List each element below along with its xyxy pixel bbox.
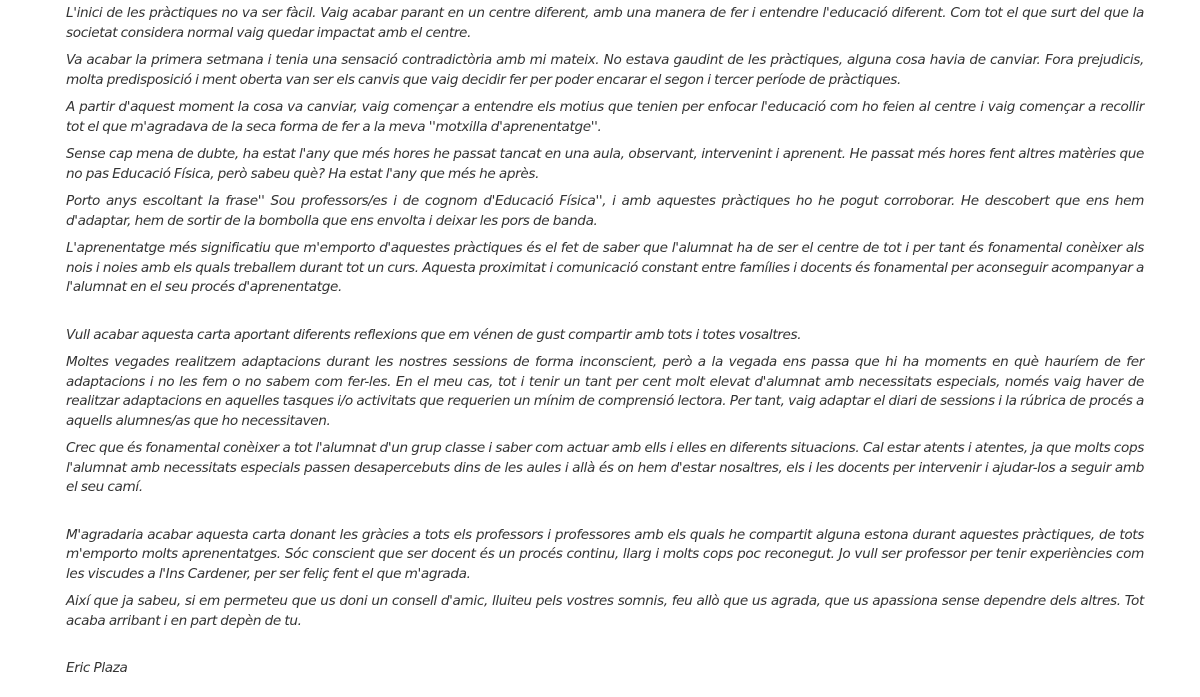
paragraph-thanks: M'agradaria acabar aquesta carta donant les gràcies a tots els professors i professores amb els quals he compartit alguna estona durant aquestes pràctiques, de tots m'emporto molts aprenentatges. Sóc conscient que ser docent és un procés continu, llarg i molts cops poc reconegut. Jo vull ser professor per tenir experiències com les viscudes a l'Ins Cardener, per ser feliç fent el que m'agrada.	[66, 526, 1144, 582]
paragraph-first-week: Va acabar la primera setmana i tenia una sensació contradictòria amb mi mateix. No estava gaudint de les pràctiques, alguna cosa havia de canviar. Fora prejudicis, molta predisposició i ment oberta van ser els canvis que vaig decidir fer per poder encarar el segon i tercer període de pràctiques.	[66, 52, 1144, 88]
letter-body	[66, 4, 1144, 687]
paragraph-reflections-intro: Vull acabar aquesta carta aportant diferents reflexions que em vénen de gust compartir amb tots i totes vosaltres.	[66, 326, 802, 343]
paragraph-special-needs: Crec que és fonamental conèixer a tot l'alumnat d'un grup classe i saber com actuar amb ells i elles en diferents situacions. Cal estar atents i atentes, ja que molts cops l'alumnat amb necessitats especials passen desapercebuts dins de les aules i allà és on hem d'estar nosaltres, els i les docents per intervenir i ajudar-los a seguir amb el seu camí.	[66, 440, 1144, 495]
paragraph-learning: L'aprenentatge més significatiu que m'emporto d'aquestes pràctiques és el fet de saber que l'alumnat ha de ser el centre de tot i per tant és fonamental conèixer als nois i noies amb els quals treballem durant tot un curs. Aquesta proximitat i comunicació constant entre famílies i docents és fonamental per aconseguir acompanyar a l'alumnat en el seu procés d'aprenentatge.	[66, 240, 1144, 295]
paragraph-adaptations: Moltes vegades realitzem adaptacions durant les nostres sessions de forma inconscient, però a la vegada ens passa que hi ha moments en què hauríem de fer adaptacions i no les fem o no sabem com fer-les. En el meu cas, tot i tenir un tant per cent molt elevat d'alumnat amb necessitats especials, només vaig haver de realitzar adaptacions en aquelles tasques i/o activitats que requerien un mínim de comprensió lectora. Per tant, vaig adaptar el diari de sessions i la rúbrica de procés a aquells alumnes/as que ho necessitaven.	[66, 354, 1144, 429]
paragraph-adaptation: Porto anys escoltant la frase'' Sou professors/es i de cognom d'Educació Física'', i amb aquestes pràctiques ho he pogut corroborar. He descobert que ens hem d'adaptar, hem de sortir de la bombolla que ens envolta i deixar les pors de banda.	[66, 193, 1144, 229]
paragraph-advice: Així que ja sabeu, si em permeteu que us doni un consell d'amic, lluiteu pels vostres somnis, feu allò que us agrada, que us apassiona sense dependre dels altres. Tot acaba arribant i en part depèn de tu.	[66, 593, 1144, 629]
signature: Eric Plaza	[66, 660, 128, 676]
paragraph-classroom-hours: Sense cap mena de dubte, ha estat l'any que més hores he passat tancat en una aula, observant, intervenint i aprenent. He passat més hores fent altres matèries que no pas Educació Física, però sabeu què? Ha estat l'any que més he après.	[66, 146, 1144, 182]
paragraph-change: A partir d'aquest moment la cosa va canviar, vaig començar a entendre els motius que tenien per enfocar l'educació com ho feien al centre i vaig començar a recollir tot el que m'agradava de la seca forma de fer a la meva ''motxilla d'aprenentatge''.	[66, 99, 1144, 135]
paragraph-intro: L'inici de les pràctiques no va ser fàcil. Vaig acabar parant en un centre diferent, amb una manera de fer i entendre l'educació diferent. Com tot el que surt del que la societat considera normal vaig quedar impactat amb el centre.	[66, 5, 1144, 41]
